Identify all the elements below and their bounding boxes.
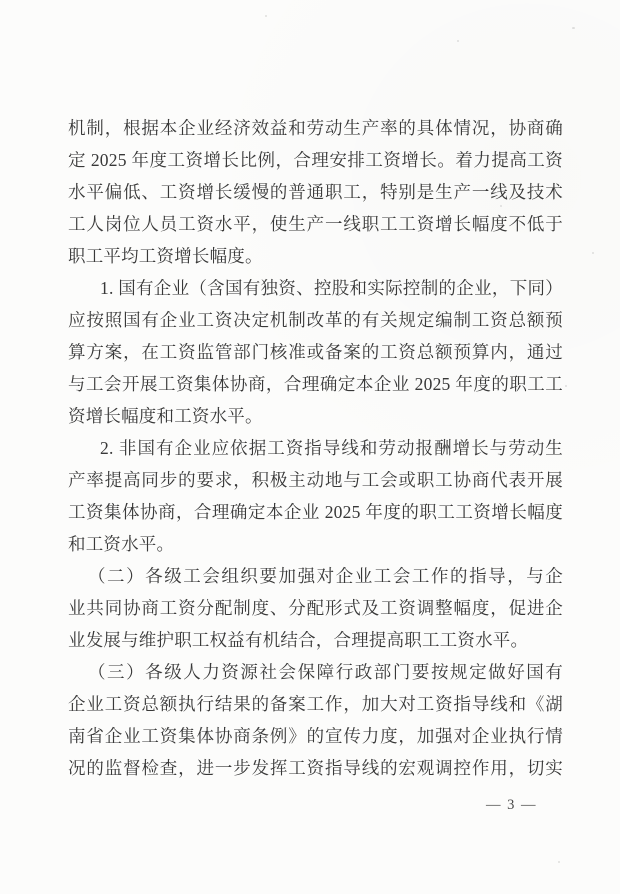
text-line: 业发展与维护职工权益有机结合，合理提高职工工资水平。 (68, 630, 529, 650)
text-line: （三）各级人力资源社会保障行政部门要按规定做好国有 (88, 662, 563, 682)
scan-speck (565, 385, 567, 387)
paragraph-section-2-unions (68, 560, 563, 656)
document-body (68, 112, 563, 784)
paragraph-item-1-soe (68, 272, 563, 432)
scan-speck (265, 15, 267, 17)
text-line: （二）各级工会组织要加强对企业工会工作的指导，与企 (88, 566, 563, 586)
paragraph-item-2-non-soe (68, 432, 563, 560)
text-line: 产率提高同步的要求，积极主动地与工会或职工协商代表开展 (68, 470, 563, 490)
scan-speck (558, 861, 560, 863)
text-line: 2. 非国有企业应依据工资指导线和劳动报酬增长与劳动生 (100, 438, 563, 458)
text-line: 况的监督检查，进一步发挥工资指导线的宏观调控作用，切实 (68, 758, 563, 778)
text-line: 机制，根据本企业经济效益和劳动生产率的具体情况，协商确 (68, 118, 563, 138)
page-number: — 3 — (486, 797, 537, 813)
paragraph-section-3-hr-departments (68, 656, 563, 784)
scan-speck (457, 40, 459, 42)
text-line: 和工资水平。 (68, 534, 175, 554)
text-line: 工资集体协商，合理确定本企业 2025 年度的职工工资增长幅度 (68, 502, 563, 522)
text-line: 企业工资总额执行结果的备案工作，加大对工资指导线和《湖 (68, 694, 563, 714)
text-line: 定 2025 年度工资增长比例，合理安排工资增长。着力提高工资 (68, 150, 563, 170)
text-line: 1. 国有企业（含国有独资、控股和实际控制的企业，下同） (100, 278, 563, 298)
text-line: 资增长幅度和工资水平。 (68, 406, 263, 426)
text-line: 职工平均工资增长幅度。 (68, 246, 263, 266)
text-line: 南省企业工资集体协商条例》的宣传力度，加强对企业执行情 (68, 726, 563, 746)
text-line: 算方案，在工资监管部门核准或备案的工资总额预算内，通过 (68, 342, 563, 362)
text-line: 工人岗位人员工资水平，使生产一线职工工资增长幅度不低于 (68, 214, 563, 234)
text-line: 业共同协商工资分配制度、分配形式及工资调整幅度，促进企 (68, 598, 563, 618)
scan-speck (572, 27, 575, 29)
text-line: 与工会开展工资集体协商，合理确定本企业 2025 年度的职工工 (68, 374, 563, 394)
paragraph-intro (68, 112, 563, 272)
text-line: 应按照国有企业工资决定机制改革的有关规定编制工资总额预 (68, 310, 563, 330)
scan-speck (500, 205, 502, 207)
scan-speck (592, 252, 594, 254)
text-line: 水平偏低、工资增长缓慢的普通职工，特别是生产一线及技术 (68, 182, 563, 202)
